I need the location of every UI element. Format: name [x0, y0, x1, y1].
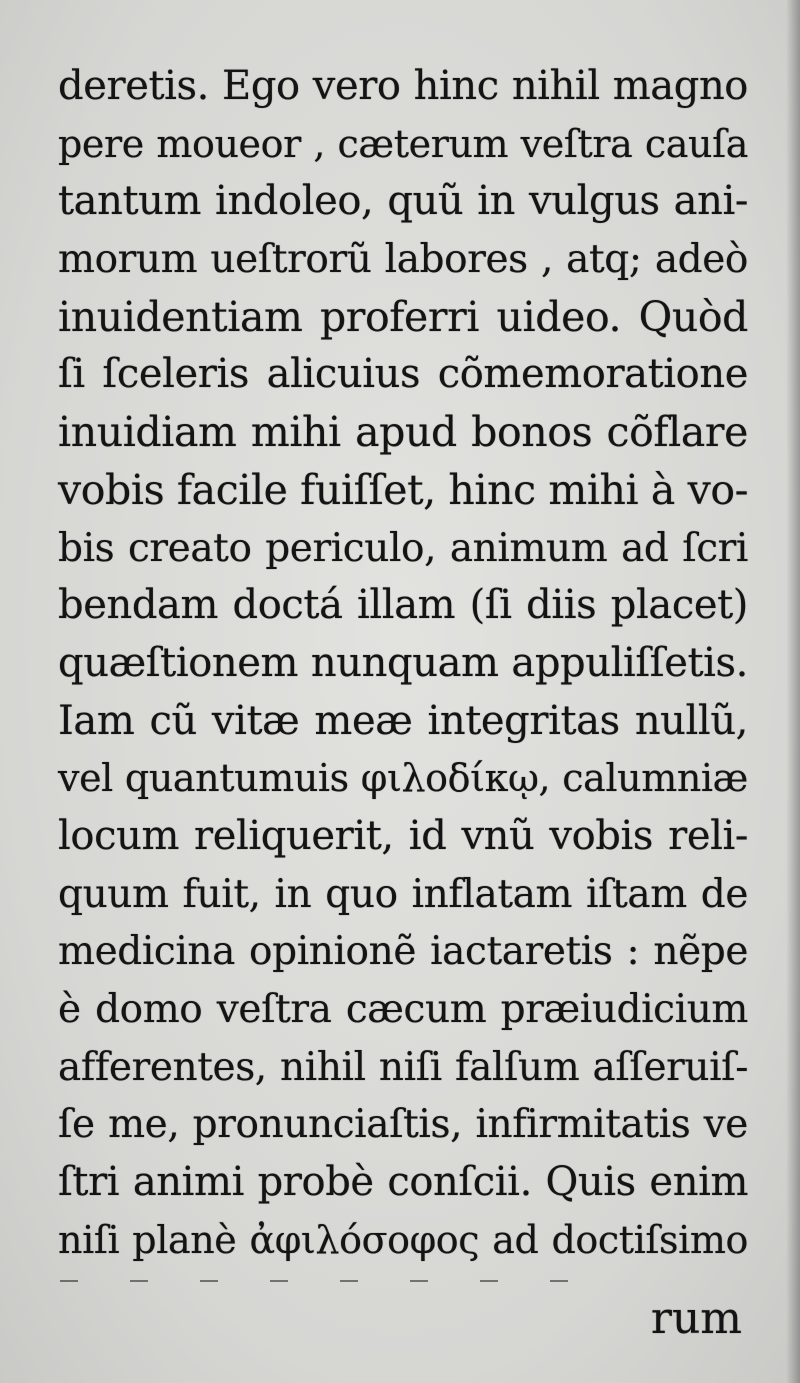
text-line: bis creato periculo, animum ad ſcri: [58, 525, 748, 571]
text-line: tantum indoleo, quũ in vulgus ani-: [58, 178, 748, 225]
text-line: bendam doctá illam (ſi diis placet): [58, 582, 748, 629]
text-line: è domo veſtra cæcum præiudicium: [58, 987, 748, 1032]
text-line: afferentes, nihil niſi falſum aſſeruiſ-: [58, 1044, 748, 1090]
text-line: pere moueor , cæterum veſtra cauſa: [58, 121, 748, 166]
text-line: quum fuit, in quo inflatam iſtam de: [58, 871, 748, 917]
text-line: inuidiam mihi apud bonos cõflare: [58, 408, 748, 457]
text-line: locum reliquerit, id vnũ vobis reli-: [58, 812, 748, 859]
text-line: ſi ſceleris alicuius cõmemoratione: [58, 351, 748, 398]
text-line: medicina opinionẽ iactaretis : nẽpe: [58, 929, 748, 975]
text-line: ſe me, pronunciaſtis, infirmitatis ve: [58, 1102, 748, 1148]
text-line: ſtri animi probè conſcii. Quis enim: [58, 1159, 748, 1206]
text-line: Iam cũ vitæ meæ integritas nullũ,: [58, 697, 748, 744]
catchword: rum: [650, 1293, 742, 1344]
text-line: vel quantumuis φιλοδίκῳ, calumniæ: [58, 756, 748, 801]
text-line: vobis facile fuiſſet, hinc mihi à vo-: [58, 465, 749, 514]
text-line: morum ueſtrorũ labores , atq; adeò: [58, 237, 748, 283]
text-line: niſi planè ἀφιλόσοφος ad doctiſsimo: [58, 1217, 748, 1262]
page-edge-shadow: [786, 0, 800, 1383]
text-line: inuidentiam proferri uideo. Quòd: [58, 292, 748, 341]
underline-marks: [60, 1280, 600, 1282]
text-line: deretis. Ego vero hinc nihil magno: [58, 63, 748, 109]
text-line: quæſtionem nunquam appuliſſetis.: [58, 639, 748, 686]
page-text-block: [58, 58, 748, 1269]
